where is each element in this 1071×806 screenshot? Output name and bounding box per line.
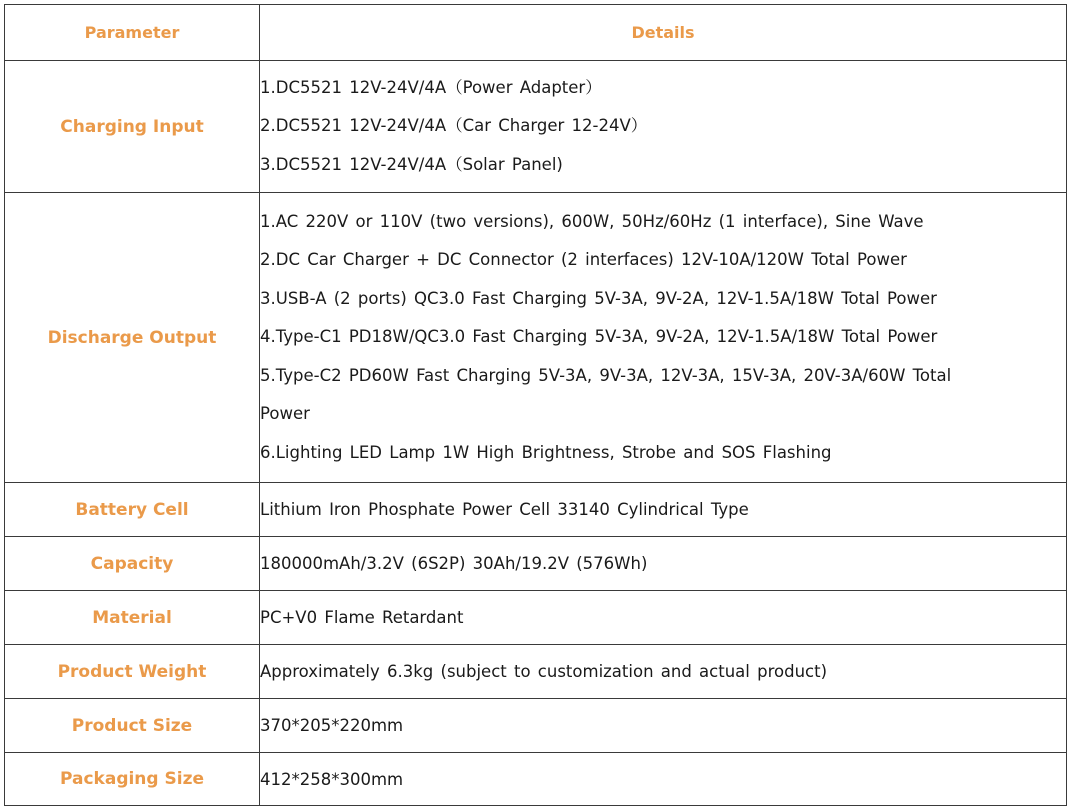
discharge-line-6: 6.Lighting LED Lamp 1W High Brightness, Strobe and SOS Flashing bbox=[260, 442, 832, 462]
charging-input-details bbox=[260, 61, 1067, 193]
header-parameter: Parameter bbox=[5, 5, 260, 61]
packaging-size-label: Packaging Size bbox=[5, 753, 260, 806]
battery-cell-value: Lithium Iron Phosphate Power Cell 33140 Cylindrical Type bbox=[260, 483, 1067, 537]
table-row bbox=[5, 61, 1067, 193]
table-header-row bbox=[5, 5, 1067, 61]
product-size-value: 370*205*220mm bbox=[260, 699, 1067, 753]
material-label: Material bbox=[5, 591, 260, 645]
spec-table bbox=[4, 4, 1067, 806]
material-value: PC+V0 Flame Retardant bbox=[260, 591, 1067, 645]
discharge-line-5-cont: Power bbox=[260, 404, 310, 424]
product-size-label: Product Size bbox=[5, 699, 260, 753]
discharge-line-2: 2.DC Car Charger + DC Connector (2 interfaces) 12V-10A/120W Total Power bbox=[260, 250, 907, 270]
product-weight-label: Product Weight bbox=[5, 645, 260, 699]
charging-line-1: 1.DC5521 12V-24V/4A（Power Adapter） bbox=[260, 77, 602, 97]
header-details: Details bbox=[260, 5, 1067, 61]
table-row bbox=[5, 193, 1067, 483]
discharge-line-5: 5.Type-C2 PD60W Fast Charging 5V-3A, 9V-3A, 12V-3A, 15V-3A, 20V-3A/60W Total bbox=[260, 365, 952, 385]
table-row bbox=[5, 483, 1067, 537]
charging-line-3: 3.DC5521 12V-24V/4A（Solar Panel) bbox=[260, 154, 563, 174]
discharge-output-details bbox=[260, 193, 1067, 483]
charging-line-2: 2.DC5521 12V-24V/4A（Car Charger 12-24V） bbox=[260, 116, 648, 136]
battery-cell-label: Battery Cell bbox=[5, 483, 260, 537]
table-row bbox=[5, 753, 1067, 806]
product-weight-value: Approximately 6.3kg (subject to customization and actual product) bbox=[260, 645, 1067, 699]
capacity-value: 180000mAh/3.2V (6S2P) 30Ah/19.2V (576Wh) bbox=[260, 537, 1067, 591]
table-row bbox=[5, 699, 1067, 753]
table-row bbox=[5, 645, 1067, 699]
capacity-label: Capacity bbox=[5, 537, 260, 591]
discharge-line-4: 4.Type-C1 PD18W/QC3.0 Fast Charging 5V-3A, 9V-2A, 12V-1.5A/18W Total Power bbox=[260, 327, 938, 347]
table-row bbox=[5, 591, 1067, 645]
table-row bbox=[5, 537, 1067, 591]
packaging-size-value: 412*258*300mm bbox=[260, 753, 1067, 806]
discharge-line-1: 1.AC 220V or 110V (two versions), 600W, 50Hz/60Hz (1 interface), Sine Wave bbox=[260, 211, 924, 231]
discharge-output-label: Discharge Output bbox=[5, 193, 260, 483]
charging-input-label: Charging Input bbox=[5, 61, 260, 193]
discharge-line-3: 3.USB-A (2 ports) QC3.0 Fast Charging 5V-3A, 9V-2A, 12V-1.5A/18W Total Power bbox=[260, 288, 937, 308]
